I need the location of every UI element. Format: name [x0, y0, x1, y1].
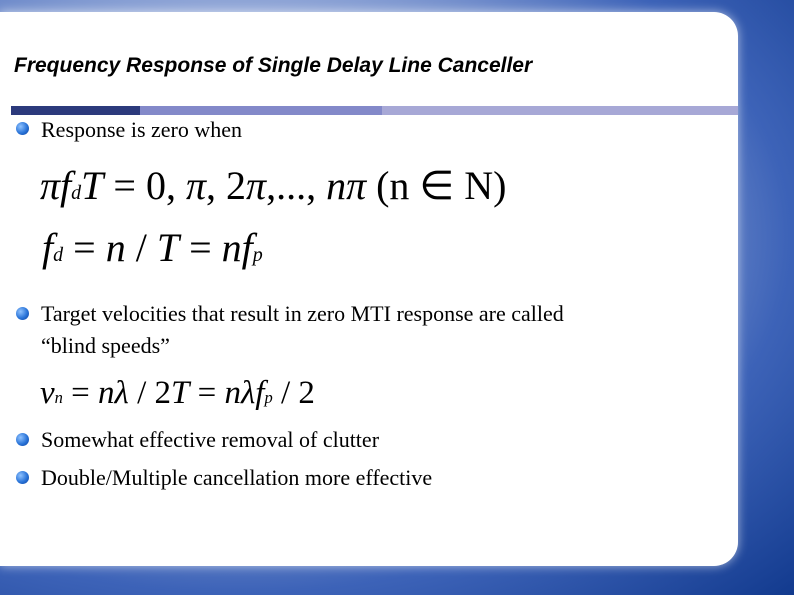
bullet-icon [16, 122, 29, 135]
bullet-text-1: Response is zero when [41, 117, 243, 142]
bullet-text-2-cont: “blind speeds” [41, 333, 170, 358]
bullet-icon [16, 433, 29, 446]
bullet-text-2: Target velocities that result in zero MTI response are called [41, 301, 564, 326]
slide-panel [0, 12, 738, 566]
equation-doppler-frequency: fd = n / T = nfp [42, 225, 263, 270]
equation-blind-speed: vn = nλ / 2T = nλfp / 2 [40, 375, 315, 411]
bullet-text-3: Somewhat effective removal of clutter [41, 427, 380, 452]
equation-zero-response: πfdT = 0, π, 2π,..., nπ (n ∈ N) [40, 163, 507, 208]
bullet-icon [16, 471, 29, 484]
bullet-icon [16, 307, 29, 320]
slide-title: Frequency Response of Single Delay Line Canceller [14, 54, 533, 77]
bullet-text-4: Double/Multiple cancellation more effective [41, 465, 433, 490]
title-rule-light [382, 106, 738, 115]
